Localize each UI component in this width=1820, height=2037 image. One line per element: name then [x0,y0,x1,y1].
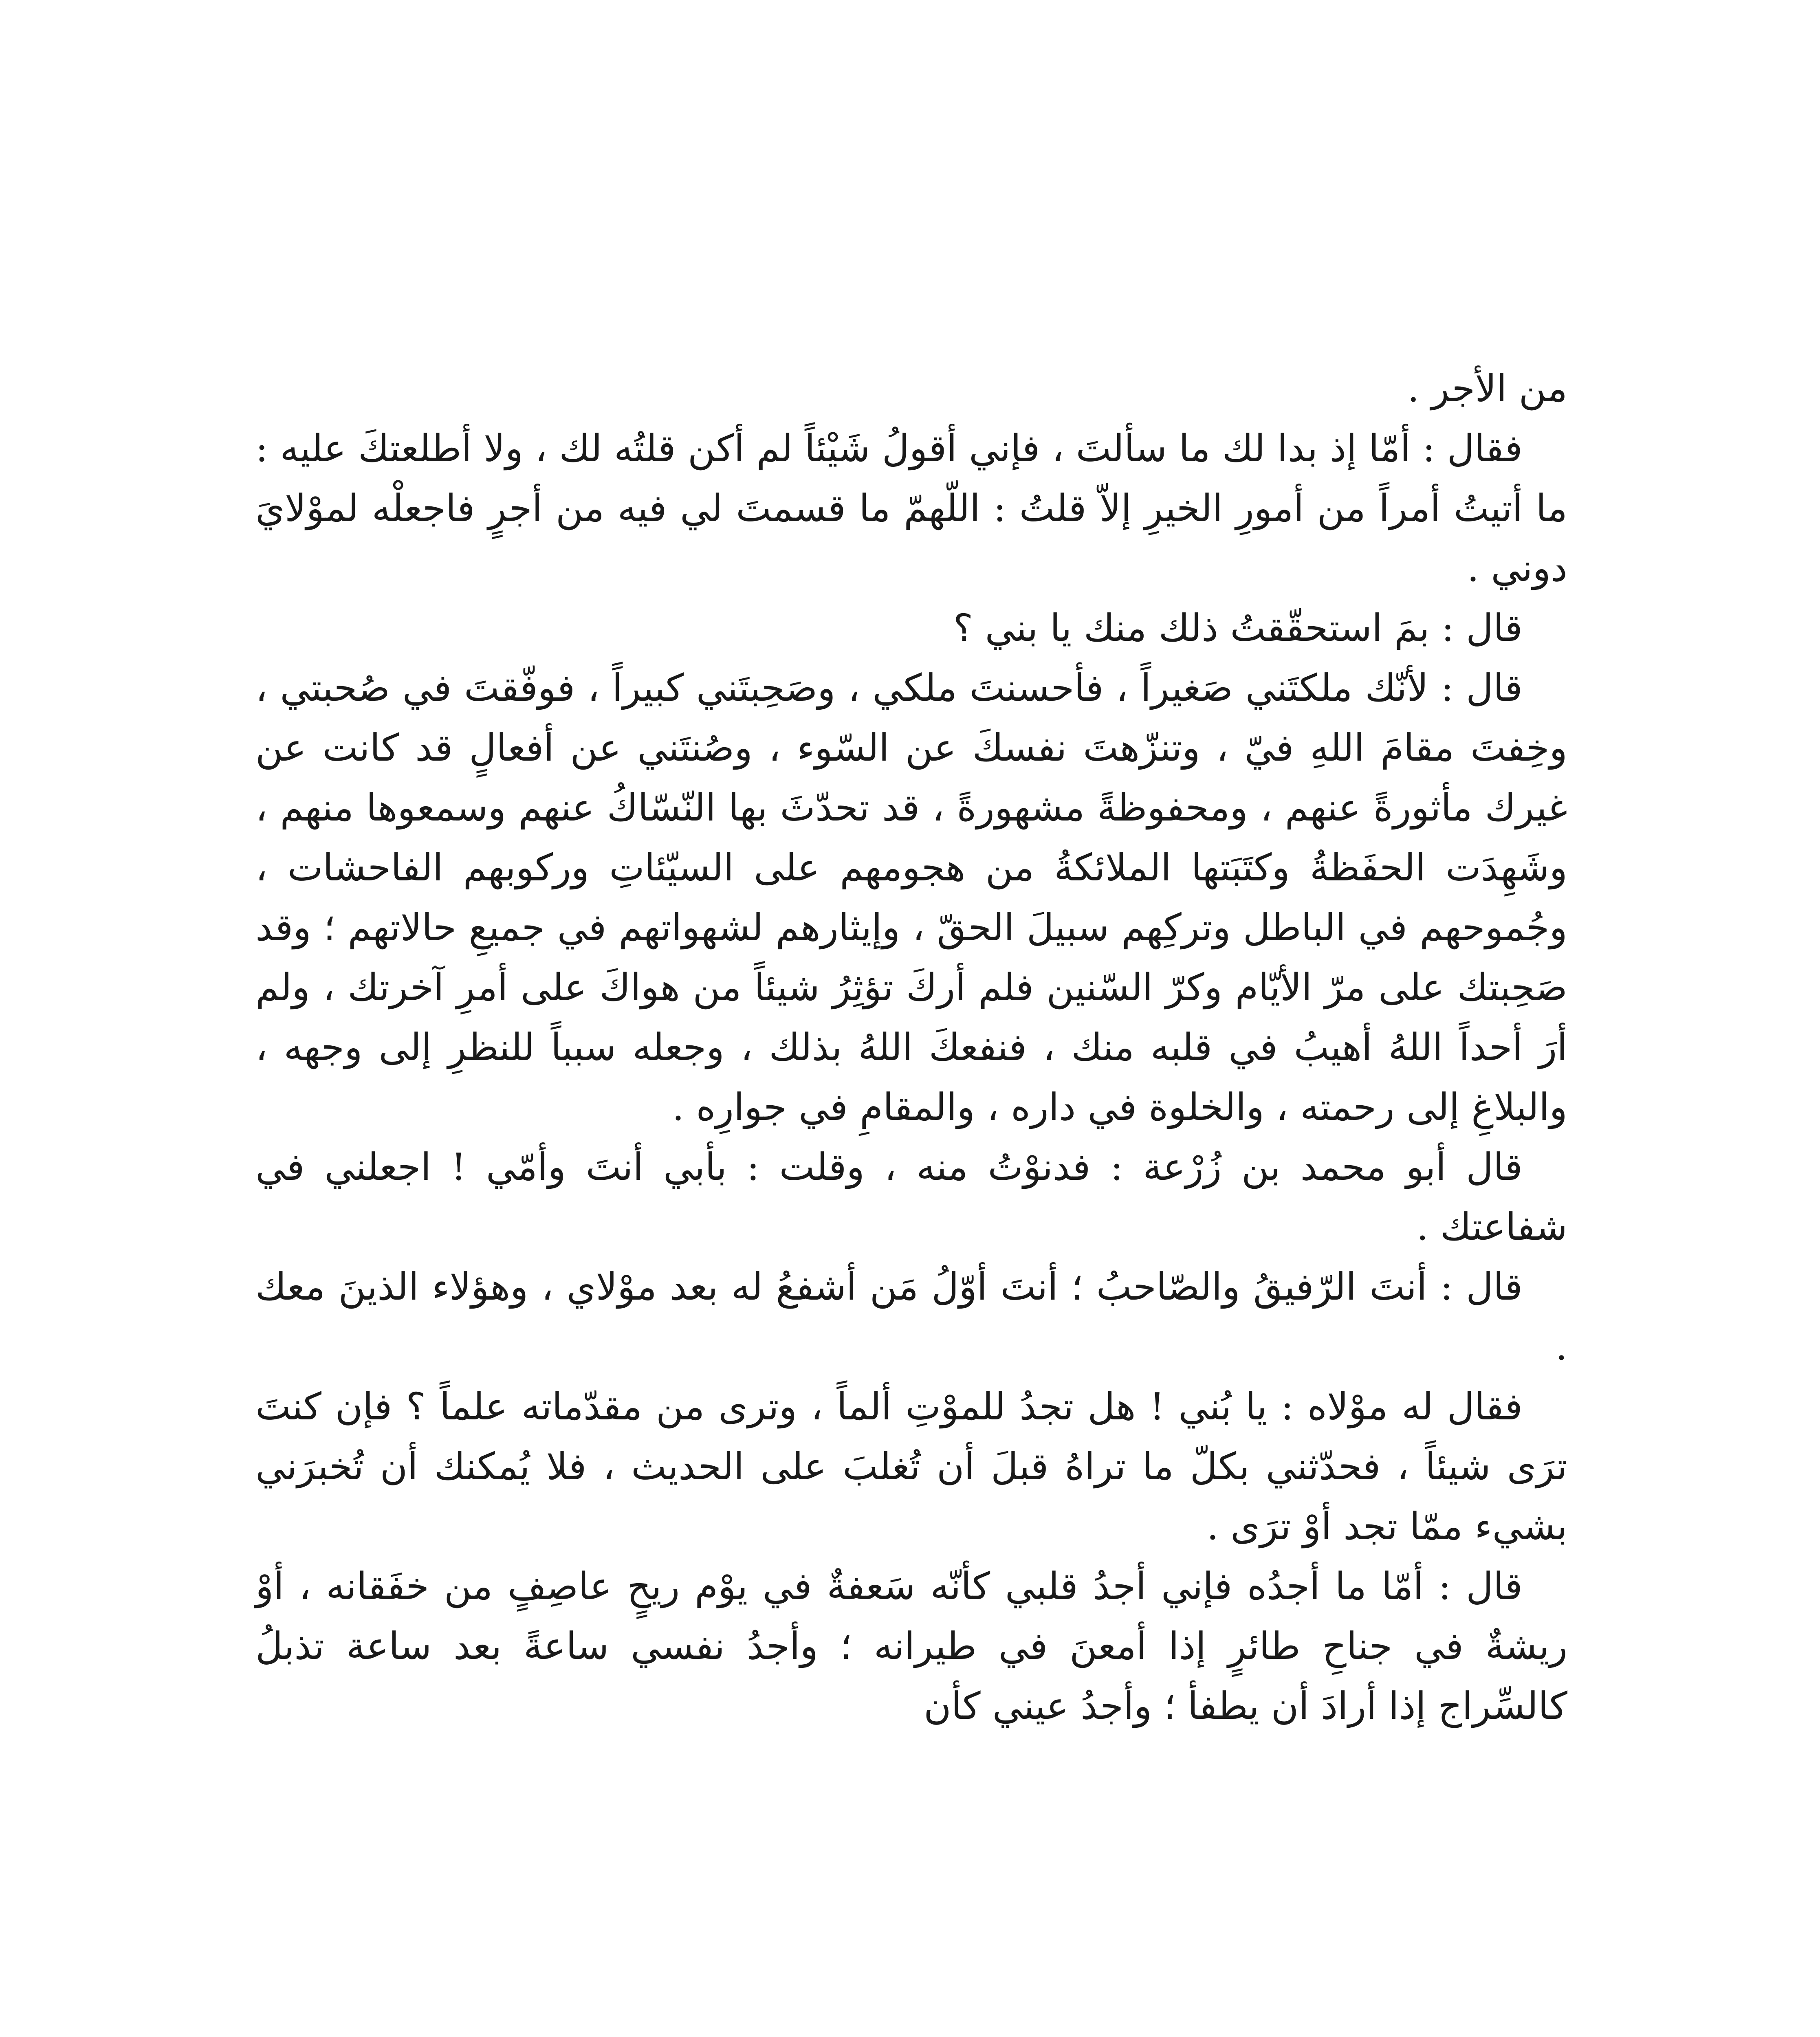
paragraph: قال : أنتَ الرّفيقُ والصّاحبُ ؛ أنتَ أوّلُ مَن أشفعُ له بعد موْلاي ، وهؤلاء الذينَ معك . [255,1265,1567,1368]
paragraph: قال : بمَ استحقّقتُ ذلك منك يا بني ؟ [953,606,1523,650]
paragraph: قال أبو محمد بن زُرْعة : فدنوْتُ منه ، وقلت : بأبي أنتَ وأمّي ! اجعلني في شفاعتك . [255,1145,1567,1249]
paragraph: قال : لأنّك ملكتَني صَغيراً ، فأحسنتَ ملكي ، وصَحِبتَني كبيراً ، فوفّقتَ في صُحبتي ، وخِفتَ مقامَ اللهِ فيّ ، وتنزّهتَ نفسكَ عن السّوء ، وصُنتَني عن أفعالٍ قد كانت عن غيرك مأثورةً عنهم ، ومحفوظةً مشهورةً ، قد تحدّثَ بها النّسّاكُ عنهم وسمعوها منهم ، وشَهِدَت الحفَظةُ وكتَبَتها الملائكةُ من هجومهم على السيّئاتِ وركوبهم الفاحشات ، وجُموحهم في الباطل وتركِهم سبيلَ الحقّ ، وإيثارهم لشهواتهم في جميعِ حالاتهم ؛ وقد صَحِبتك على مرّ الأيّام وكرّ السّنين فلم أركَ تؤثِرُ شيئاً من هواكَ على أمرِ آخرتك ، ولم أرَ أحداً اللهُ أهيبُ في قلبه منك ، فنفعكَ اللهُ بذلك ، وجعله سبباً للنظرِ إلى وجهه ، والبلاغِ إلى رحمته ، والخلوة في داره ، والمقامِ في جوارِه . [255,666,1567,1129]
paragraph: من الأجر . [1407,367,1567,410]
paragraph: قال : أمّا ما أجدُه فإني أجدُ قلبي كأنّه سَعفةٌ في يوْم ريحٍ عاصِفٍ من خفَقانه ، أوْ ريشةٌ في جناحِ طائرٍ إذا أمعنَ في طيرانه ؛ وأجدُ نفسي ساعةً بعد ساعة تذبلُ كالسِّراج إذا أرادَ أن يطفأ ؛ وأجدُ عيني كأن [255,1564,1567,1728]
paragraph: فقال له موْلاه : يا بُني ! هل تجدُ للموْتِ ألماً ، وترى من مقدّماته علماً ؟ فإن كنتَ ترَى شيئاً ، فحدّثني بكلّ ما تراهُ قبلَ أن تُغلبَ على الحديث ، فلا يُمكنك أن تُخبرَني بشيء ممّا تجد أوْ ترَى . [255,1385,1567,1548]
body-text [255,359,1567,1736]
paragraph: فقال : أمّا إذ بدا لك ما سألتَ ، فإني أقولُ شَيْئاً لم أكن قلتُه لك ، ولا أطلعتكَ عليه : ما أتيتُ أمراً من أمورِ الخيرِ إلاّ قلتُ : اللّهمّ ما قسمتَ لي فيه من أجرٍ فاجعلْه لموْلايَ دوني . [255,427,1567,590]
